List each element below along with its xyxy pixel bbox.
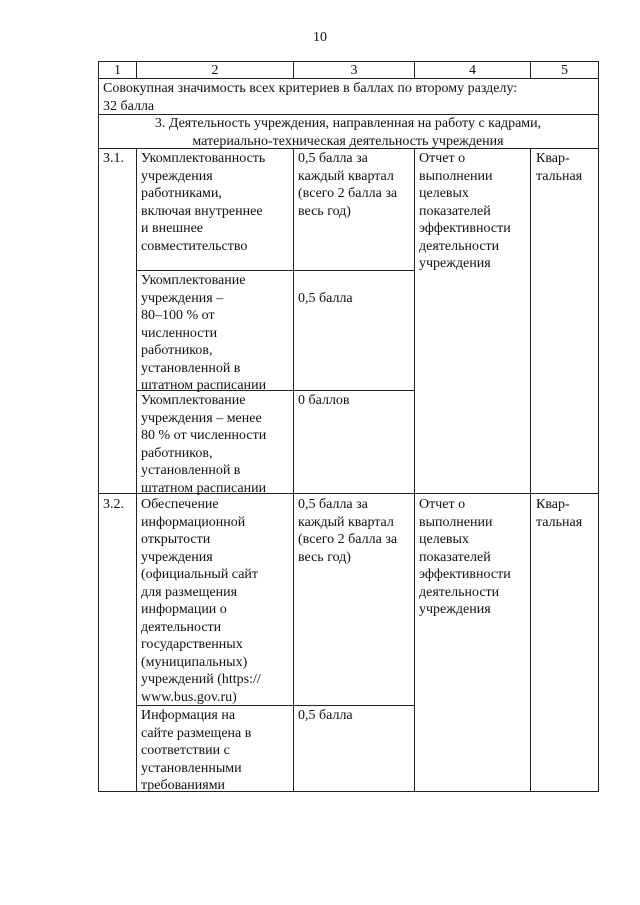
header-col-1: 1: [114, 63, 121, 78]
row-number: 3.1.: [103, 151, 124, 166]
criterion-points: 0,5 балла: [298, 708, 353, 723]
criterion-divider: [136, 270, 414, 271]
period: Квар- тальная: [536, 497, 583, 530]
page-number: 10: [313, 30, 327, 45]
criterion-text: Укомплектование учреждения – 80–100 % от численности работников, установленной в штатном расписании: [141, 273, 267, 393]
criterion-points: 0,5 балла за каждый квартал (всего 2 балла за весь год): [298, 151, 398, 219]
column-divider: [293, 148, 294, 792]
header-col-2: 2: [211, 63, 219, 78]
criterion-text: Обеспечение информационной открытости учреждения (официальный сайт для размещения информации о деятельности государственных (муниципальных) учреждений (https:// www.bus.gov.ru): [141, 497, 261, 705]
column-divider: [136, 148, 137, 792]
table-border-right: [598, 61, 599, 792]
column-divider: [530, 148, 531, 792]
header-col-5: 5: [561, 63, 568, 78]
header-col-4: 4: [469, 63, 476, 78]
criterion-text: Информация на сайте размещена в соответствии с установленными требованиями: [141, 708, 252, 793]
criterion-text: Укомплектованность учреждения работниками, включая внутреннее и внешнее совместительство: [141, 151, 266, 254]
row-number: 3.2.: [103, 497, 124, 512]
table-border-left: [98, 61, 99, 792]
criterion-points: 0,5 балла: [298, 291, 353, 306]
section-title: 3. Деятельность учреждения, направленная на работу с кадрами, материально-техническая деятельность учреждения: [154, 116, 542, 149]
report-form: Отчет о выполнении целевых показателей эффективности деятельности учреждения: [419, 497, 511, 617]
column-divider: [414, 148, 415, 792]
section-total: Совокупная значимость всех критериев в баллах по второму разделу: 32 балла: [103, 81, 518, 114]
criteria-table: [98, 61, 599, 792]
criterion-points: 0 баллов: [298, 393, 350, 408]
criterion-text: Укомплектование учреждения – менее 80 % от численности работников, установленной в штатном расписании: [141, 393, 267, 496]
criterion-points: 0,5 балла за каждый квартал (всего 2 балла за весь год): [298, 497, 398, 565]
period: Квар- тальная: [536, 151, 583, 184]
header-col-3: 3: [350, 63, 358, 78]
report-form: Отчет о выполнении целевых показателей эффективности деятельности учреждения: [419, 151, 511, 271]
